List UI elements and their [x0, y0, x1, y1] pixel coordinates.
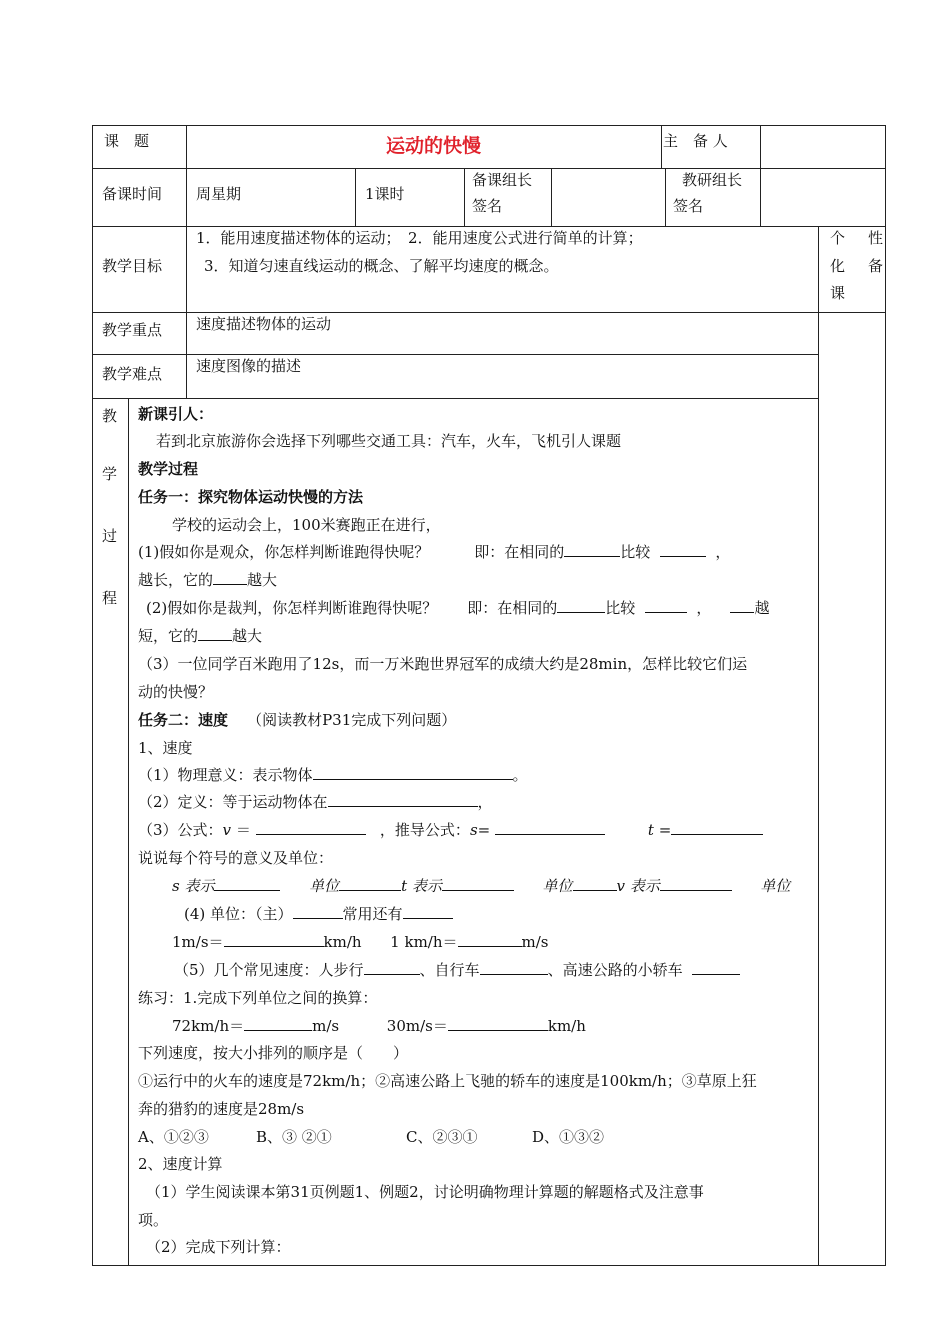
exercise-heading: 练习：1.完成下列单位之间的换算：	[138, 989, 378, 1007]
option-c: C、②③①	[406, 1128, 478, 1146]
personalized-label-3: 课	[830, 284, 846, 302]
key-point-text: 速度描述物体的运动	[196, 315, 332, 333]
table-border-left	[92, 125, 93, 1266]
row-line	[92, 312, 886, 313]
objectives-label: 教学目标	[102, 257, 163, 275]
symbols-intro: 说说每个符号的意义及单位：	[138, 849, 334, 867]
row-line	[92, 354, 819, 355]
col-line	[665, 168, 666, 226]
question-1-cont: 越长，它的 越大	[138, 571, 278, 589]
physical-meaning: （1）物理意义：表示物体 。	[138, 766, 528, 784]
col-line	[464, 168, 465, 226]
calc-1-line2: 项。	[138, 1211, 169, 1229]
question-3-line2: 动的快慢？	[138, 683, 214, 701]
difficulty-label: 教学难点	[102, 365, 163, 383]
difficulty-text: 速度图像的描述	[196, 357, 302, 375]
calc-heading: 2、速度计算	[138, 1155, 223, 1173]
personalized-label-1: 个 性	[830, 229, 888, 247]
table-border-bottom	[92, 1265, 886, 1266]
col-line	[355, 168, 356, 226]
key-point-label: 教学重点	[102, 321, 163, 339]
process-side-char: 学	[102, 465, 118, 483]
objectives-line1: 1．能用速度描述物体的运动； 2．能用速度公式进行简单的计算；	[196, 229, 643, 247]
research-leader-label-2: 签名	[673, 197, 704, 215]
col-line	[186, 125, 187, 398]
intro-heading: 新课引人：	[138, 405, 214, 423]
common-speeds-row: （5）几个常见速度：人步行 、自行车 、高速公路的小轿车	[174, 960, 740, 980]
col-line	[661, 125, 662, 168]
course-label: 课 题	[104, 132, 150, 150]
row-line	[92, 226, 886, 227]
option-d: D、①③②	[532, 1128, 605, 1146]
col-line	[551, 168, 552, 226]
prep-time-label: 备课时间	[102, 185, 163, 203]
order-items-line2: 奔的猎豹的速度是28m/s	[138, 1100, 305, 1118]
conversion-row: 1m/s＝ km/h 1 km/h＝ m/s	[172, 933, 549, 951]
process-heading: 教学过程	[138, 460, 199, 478]
process-side-char: 过	[102, 527, 118, 545]
exercise-conversions: 72km/h＝ m/s 30m/s＝ km/h	[172, 1017, 586, 1035]
col-line	[760, 125, 761, 226]
personalized-label-2: 化 备	[830, 257, 888, 275]
question-1: (1)假如你是观众，你怎样判断谁跑得快呢？ 即：在相同的 比较 ，	[138, 543, 731, 561]
process-side-char: 程	[102, 589, 118, 607]
objectives-line2: 3．知道匀速直线运动的概念、了解平均速度的概念。	[204, 257, 559, 275]
preparer-label: 主 备 人	[663, 132, 728, 150]
order-items-line1: ①运行中的火车的速度是72km/h；②高速公路上飞驰的轿车的速度是100km/h；③草原上狂	[138, 1072, 757, 1090]
periods: 1课时	[365, 185, 405, 203]
group-leader-label: 备课组长	[472, 171, 533, 189]
page-title: 运动的快慢	[386, 135, 482, 157]
process-side-char: 教	[102, 407, 118, 425]
task1-heading: 任务一：探究物体运动快慢的方法	[138, 488, 364, 506]
research-leader-label: 教研组长	[682, 171, 743, 189]
calc-1-line1: （1）学生阅读课本第31页例题1、例题2，讨论明确物理计算题的解题格式及注意事	[146, 1183, 704, 1201]
table-border-top	[92, 125, 886, 126]
definition: （2）定义：等于运动物体在 ，	[138, 793, 493, 811]
task2-heading-row: 任务二：速度 （阅读教材P31完成下列问题）	[138, 711, 457, 729]
col-line	[818, 226, 819, 1265]
units-row: (4) 单位：（主） 常用还有	[184, 904, 453, 924]
order-question: 下列速度，按大小排列的顺序是（ ）	[138, 1044, 409, 1062]
table-border-right	[885, 125, 886, 1266]
symbols-row: s 表示 单位 t 表示 单位 v 表示 单位	[172, 877, 791, 895]
option-b: B、③ ②①	[256, 1128, 332, 1146]
speed-section-heading: 1、速度	[138, 739, 193, 757]
task1-intro: 学校的运动会上，100米赛跑正在进行，	[172, 516, 441, 534]
group-leader-label-2: 签名	[472, 197, 503, 215]
option-a: A、①②③	[138, 1128, 209, 1146]
question-2-cont: 短，它的 越大	[138, 627, 263, 645]
question-2: (2)假如你是裁判，你怎样判断谁跑得快呢？ 即：在相同的 比较 ， 越	[146, 599, 770, 617]
col-line	[128, 398, 129, 1265]
week-day: 周星期	[196, 185, 242, 203]
row-line	[92, 168, 886, 169]
intro-text: 若到北京旅游你会选择下列哪些交通工具：汽车，火车，飞机引人课题	[156, 432, 622, 450]
row-line	[92, 398, 819, 399]
calc-2: （2）完成下列计算：	[146, 1238, 291, 1256]
formula-row: （3）公式：v ＝ ，推导公式：s= t =	[138, 820, 763, 840]
question-3-line1: （3）一位同学百米跑用了12s，而一万米跑世界冠军的成绩大约是28min，怎样比较它们运	[138, 655, 748, 673]
